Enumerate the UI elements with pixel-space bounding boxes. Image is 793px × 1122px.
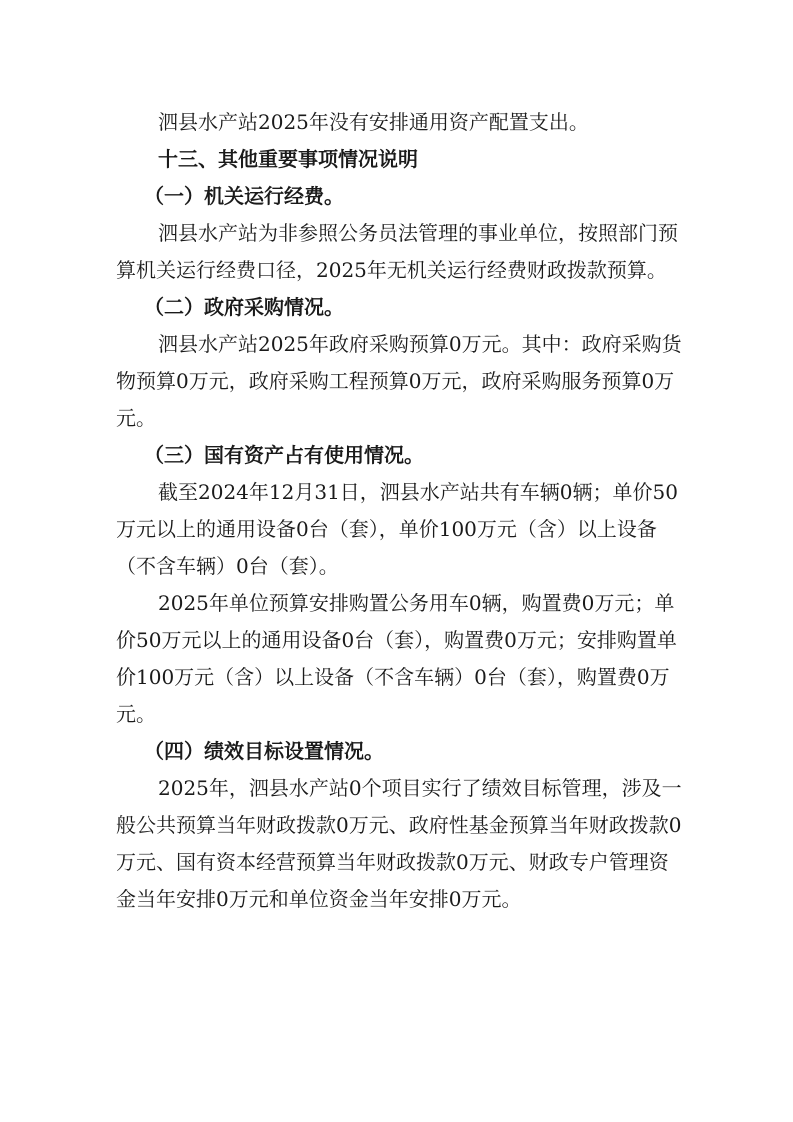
- section-heading-13: 十三、其他重要事项情况说明: [158, 147, 418, 171]
- document-body: [116, 104, 682, 918]
- paragraph-asset-purchase: 2025年单位预算安排购置公务用车0辆，购置费0万元；单价50万元以上的通用设备0台（套），购置费0万元；安排购置单价100万元（含）以上设备（不含车辆）0台（套），购置费0万元。: [116, 591, 677, 726]
- paragraph-general-assets: 泗县水产站2025年没有安排通用资产配置支出。: [158, 110, 589, 134]
- paragraph-procurement: 泗县水产站2025年政府采购预算0万元。其中：政府采购货物预算0万元，政府采购工程预算0万元，政府采购服务预算0万元。: [116, 332, 682, 430]
- subheading-state-assets: （三）国有资产占有使用情况。: [144, 443, 424, 467]
- paragraph-performance-targets: 2025年，泗县水产站0个项目实行了绩效目标管理，涉及一般公共预算当年财政拨款0万元、政府性基金预算当年财政拨款0万元、国有资本经营预算当年财政拨款0万元、财政专户管理资金当年安排0万元和单位资金当年安排0万元。: [116, 776, 682, 911]
- paragraph-operating-expenses: 泗县水产站为非参照公务员法管理的事业单位，按照部门预算机关运行经费口径，2025年无机关运行经费财政拨款预算。: [116, 221, 678, 282]
- paragraph-state-assets: 截至2024年12月31日，泗县水产站共有车辆0辆；单价50万元以上的通用设备0台（套），单价100万元（含）以上设备（不含车辆）0台（套）。: [116, 480, 678, 578]
- subheading-procurement: （二）政府采购情况。: [144, 295, 344, 319]
- subheading-operating-expenses: （一）机关运行经费。: [144, 184, 344, 208]
- subheading-performance-targets: （四）绩效目标设置情况。: [144, 739, 384, 763]
